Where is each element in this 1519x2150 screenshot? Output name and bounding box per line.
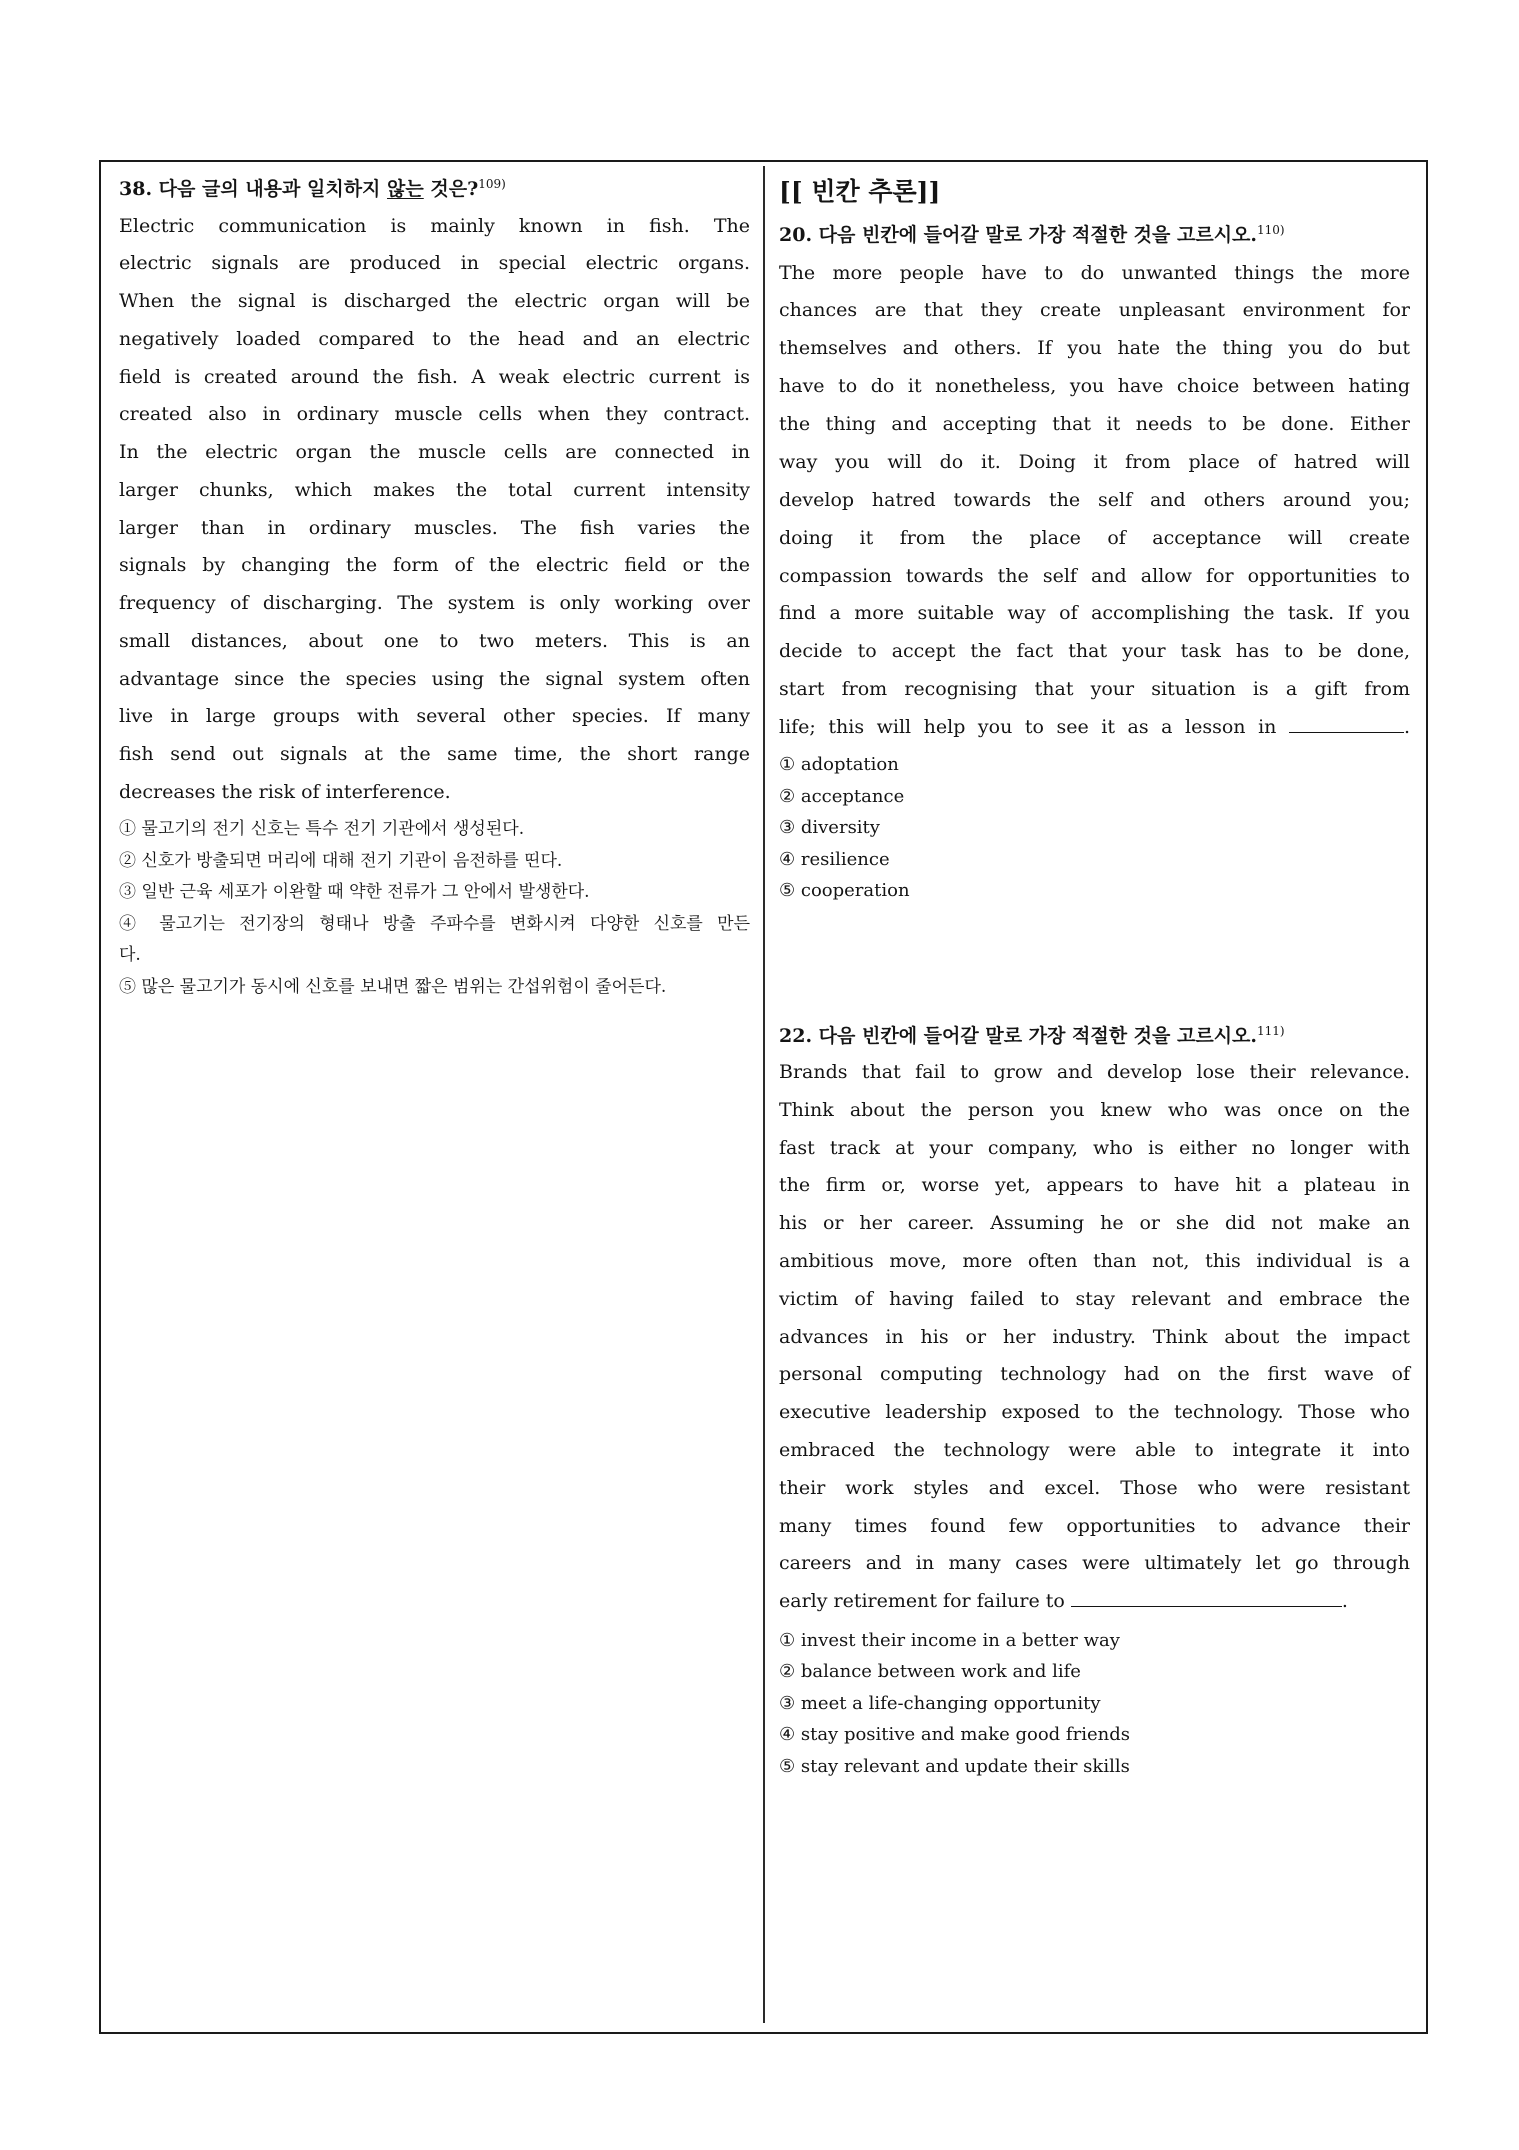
passage-line: ambitious move, more often than not, this individual is a xyxy=(779,1250,1410,1273)
final-line-period: . xyxy=(1341,1590,1348,1613)
final-line-text: early retirement for failure to xyxy=(779,1590,1065,1613)
answer-blank xyxy=(1289,713,1404,733)
question-22-options xyxy=(779,1625,1410,1782)
passage-line: decide to accept the fact that your task has to be done, xyxy=(779,640,1410,663)
option-4: ④ 물고기는 전기장의 형태나 방출 주파수를 변화시켜 다양한 신호를 만든 xyxy=(119,913,750,934)
passage-line: find a more suitable way of accomplishing the task. If you xyxy=(779,602,1410,625)
answer-blank xyxy=(1071,1587,1342,1607)
passage-line: When the signal is discharged the electric organ will be xyxy=(119,290,750,313)
question-20-passage xyxy=(779,255,1410,747)
option: ④ resilience xyxy=(779,848,890,870)
title-text: 38. 다음 글의 내용과 일치하지 xyxy=(119,178,388,200)
option: ① adoptation xyxy=(779,754,899,776)
option-4-continued: 다. xyxy=(119,945,141,966)
final-line-period: . xyxy=(1403,716,1410,738)
passage-line: Brands that fail to grow and develop lose their relevance. xyxy=(779,1061,1410,1084)
option-3: ③ 일반 근육 세포가 이완할 때 약한 전류가 그 안에서 발생한다. xyxy=(119,882,590,903)
passage-line: personal computing technology had on the first wave of xyxy=(779,1363,1410,1386)
passage-line: way you will do it. Doing it from place of hatred will xyxy=(779,450,1410,473)
passage-line: negatively loaded compared to the head and an electric xyxy=(119,327,750,350)
passage-line: decreases the risk of interference. xyxy=(119,780,451,803)
passage-line: embraced the technology were able to integrate it into xyxy=(779,1439,1410,1462)
final-line-text: life; this will help you to see it as a lesson in xyxy=(779,716,1277,738)
passage-line: The more people have to do unwanted things the more xyxy=(779,261,1410,284)
option: ④ stay positive and make good friends xyxy=(779,1724,1130,1746)
passage-line: executive leadership exposed to the technology. Those who xyxy=(779,1401,1410,1424)
passage-line: many times found few opportunities to advance their xyxy=(779,1514,1410,1537)
passage-line: advantage since the species using the signal system often xyxy=(119,667,750,690)
question-38-passage xyxy=(119,208,750,812)
passage-line: In the electric organ the muscle cells are connected in xyxy=(119,441,750,464)
footnote-ref: 109) xyxy=(478,177,506,191)
passage-line: fast track at your company, who is either no longer with xyxy=(779,1136,1410,1159)
option: ① invest their income in a better way xyxy=(779,1629,1120,1651)
option-5: ⑤ 많은 물고기가 동시에 신호를 보내면 짧은 범위는 간섭위험이 줄어든다. xyxy=(119,976,667,997)
passage-lines xyxy=(779,1054,1410,1583)
footnote-ref: 111) xyxy=(1257,1023,1285,1038)
option: ⑤ stay relevant and update their skills xyxy=(779,1755,1130,1777)
question-38-title xyxy=(119,171,750,207)
passage-line: the thing and accepting that it needs to be done. Either xyxy=(779,413,1410,435)
passage-line: Electric communication is mainly known in fish. The xyxy=(119,214,750,237)
question-20-title xyxy=(779,217,1410,253)
passage-line: have to do it nonetheless, you have choice between hating xyxy=(779,375,1410,398)
passage-final-line xyxy=(779,1583,1410,1621)
option-1: ① 물고기의 전기 신호는 특수 전기 기관에서 생성된다. xyxy=(119,819,525,840)
title-text-end: 것은? xyxy=(423,178,479,200)
passage-line: small distances, about one to two meters. This is an xyxy=(119,629,750,652)
passage-line: the firm or, worse yet, appears to have hit a plateau in xyxy=(779,1174,1410,1197)
passage-line: chances are that they create unpleasant environment for xyxy=(779,299,1410,322)
passage-line: start from recognising that your situation is a gift from xyxy=(779,678,1410,701)
passage-line: larger chunks, which makes the total current intensity xyxy=(119,478,750,501)
option: ② acceptance xyxy=(779,785,905,807)
option: ③ meet a life-changing opportunity xyxy=(779,1692,1101,1714)
option-2: ② 신호가 방출되면 머리에 대해 전기 기관이 음전하를 띤다. xyxy=(119,850,563,871)
footnote-ref: 110) xyxy=(1257,222,1285,237)
passage-line: develop hatred towards the self and others around you; xyxy=(779,488,1410,511)
passage-line: his or her career. Assuming he or she did not make an xyxy=(779,1212,1410,1235)
column-divider xyxy=(763,166,765,2023)
passage-line: advances in his or her industry. Think about the impact xyxy=(779,1325,1410,1348)
passage-line: electric signals are produced in special electric organs. xyxy=(119,252,750,275)
passage-line: victim of having failed to stay relevant and embrace the xyxy=(779,1287,1410,1310)
passage-line: doing it from the place of acceptance will create xyxy=(779,526,1410,549)
underlined-keyword: 않는 xyxy=(387,178,424,200)
option: ③ diversity xyxy=(779,817,880,839)
option: ⑤ cooperation xyxy=(779,880,910,902)
passage-line: their work styles and excel. Those who were resistant xyxy=(779,1476,1410,1499)
passage-line: created also in ordinary muscle cells when they contract. xyxy=(119,403,750,426)
option: ② balance between work and life xyxy=(779,1661,1081,1683)
passage-line: live in large groups with several other species. If many xyxy=(119,705,750,728)
question-22-title xyxy=(779,1018,1410,1054)
passage-line: careers and in many cases were ultimately let go through xyxy=(779,1552,1410,1575)
title-text: 22. 다음 빈칸에 들어갈 말로 가장 적절한 것을 고르시오. xyxy=(779,1024,1258,1047)
passage-final-line xyxy=(779,709,1410,747)
passage-lines xyxy=(779,255,1410,710)
question-38-options xyxy=(119,814,750,1003)
passage-line: compassion towards the self and allow for opportunities to xyxy=(779,564,1410,587)
passage-line: signals by changing the form of the electric field or the xyxy=(119,554,750,577)
section-title: [[ 빈칸 추론]] xyxy=(779,177,941,206)
passage-line: field is created around the fish. A weak electric current is xyxy=(119,365,750,388)
passage-line: themselves and others. If you hate the thing you do but xyxy=(779,337,1410,360)
passage-line: Think about the person you knew who was once on the xyxy=(779,1098,1410,1121)
passage-line: frequency of discharging. The system is only working over xyxy=(119,592,750,615)
passage-line: larger than in ordinary muscles. The fish varies the xyxy=(119,516,750,539)
question-22-passage xyxy=(779,1054,1410,1621)
title-text: 20. 다음 빈칸에 들어갈 말로 가장 적절한 것을 고르시오. xyxy=(779,223,1258,246)
passage-line: fish send out signals at the same time, the short range xyxy=(119,743,750,766)
question-20-options xyxy=(779,749,1410,906)
